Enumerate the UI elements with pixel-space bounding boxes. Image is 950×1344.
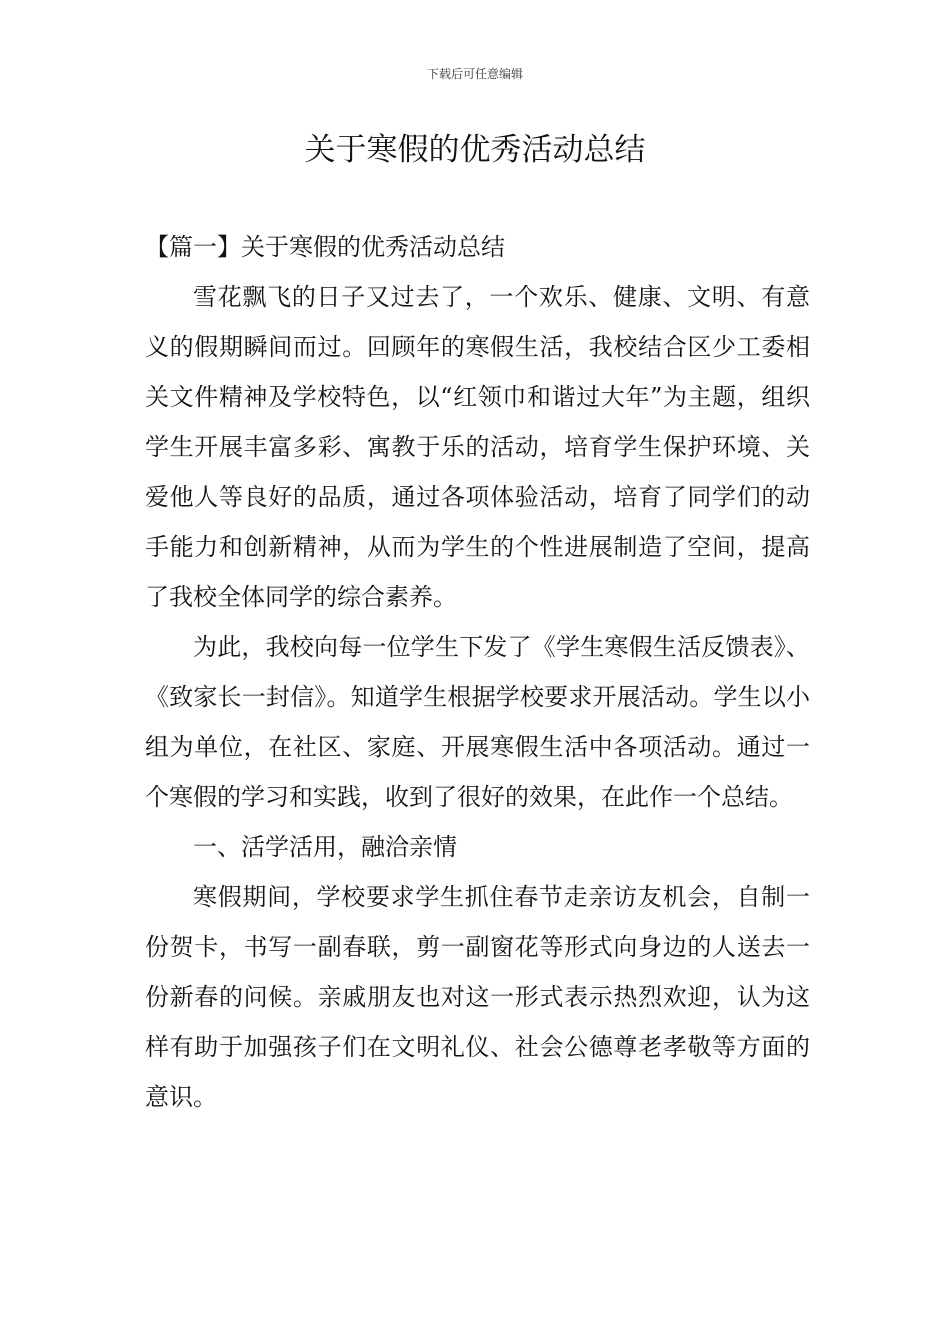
section-heading: 【篇一】关于寒假的优秀活动总结 — [145, 233, 505, 261]
sub-heading: 一、活学活用，融洽亲情 — [193, 833, 457, 861]
header-note: 下载后可任意编辑 — [426, 67, 523, 81]
document-body — [145, 222, 810, 1122]
paragraph-2: 为此，我校向每一位学生下发了《学生寒假生活反馈表》、《致家长一封信》。知道学生根据学校要求开展活动。学生以小组为单位，在社区、家庭、开展寒假生活中各项活动。通过一个寒假的学习和实践，收到了很好的效果，在此作一个总结。 — [145, 633, 810, 811]
document-title: 关于寒假的优秀活动总结 — [304, 132, 646, 168]
paragraph-1: 雪花飘飞的日子又过去了，一个欢乐、健康、文明、有意义的假期瞬间而过。回顾年的寒假生活，我校结合区少工委相关文件精神及学校特色，以“红领巾和谐过大年”为主题，组织学生开展丰富多彩、寓教于乐的活动，培育学生保护环境、关爱他人等良好的品质，通过各项体验活动，培育了同学们的动手能力和创新精神，从而为学生的个性进展制造了空间，提高了我校全体同学的综合素养。 — [145, 283, 810, 611]
paragraph-3: 寒假期间，学校要求学生抓住春节走亲访友机会，自制一份贺卡，书写一副春联，剪一副窗花等形式向身边的人送去一份新春的问候。亲戚朋友也对这一形式表示热烈欢迎，认为这样有助于加强孩子们在文明礼仪、社会公德尊老孝敬等方面的意识。 — [145, 883, 810, 1111]
